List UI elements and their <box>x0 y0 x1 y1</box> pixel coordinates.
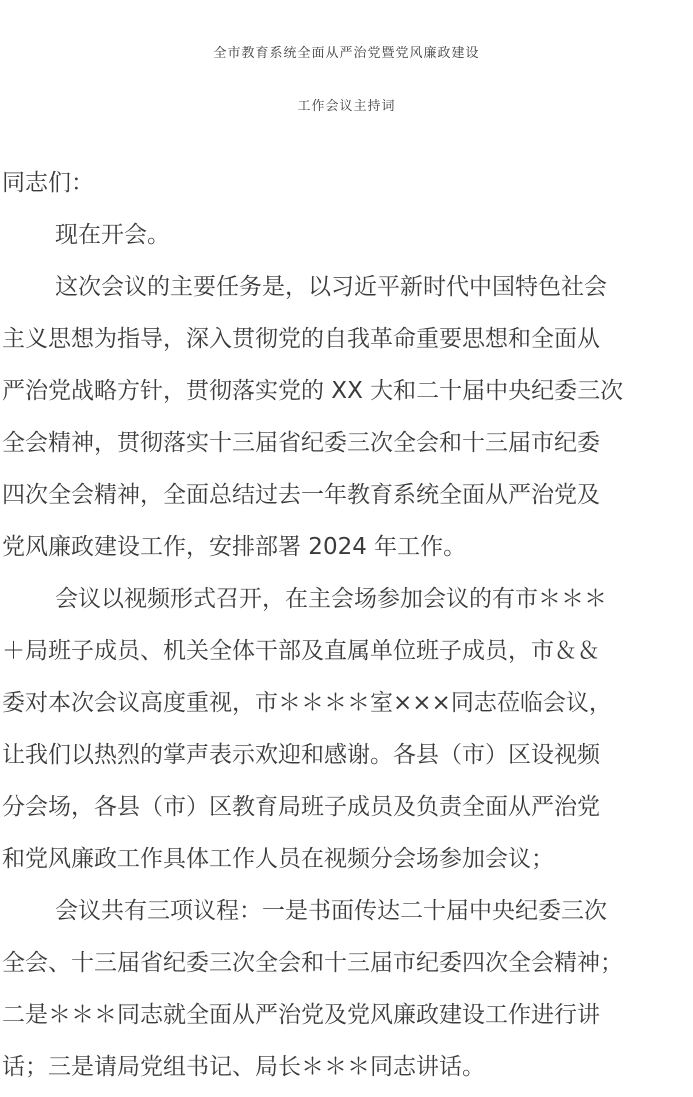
paragraph-line: 全会、十三届省纪委三次全会和十三届市纪委四次全会精神； <box>2 950 623 976</box>
paragraph-line: 委对本次会议高度重视，市＊＊＊＊室×××同志莅临会议， <box>2 690 612 716</box>
paragraph-line: ＋局班子成员、机关全体干部及直属单位班子成员，市＆＆ <box>2 638 600 664</box>
paragraph-line: 主义思想为指导，深入贯彻党的自我革命重要思想和全面从 <box>2 326 600 352</box>
paragraph-line: 话；三是请局党组书记、局长＊＊＊同志讲话。 <box>2 1054 485 1080</box>
paragraph-line: 这次会议的主要任务是，以习近平新时代中国特色社会 <box>55 274 607 300</box>
paragraph-line: 全会精神，贯彻落实十三届省纪委三次全会和十三届市纪委 <box>2 430 600 456</box>
paragraph-line: 党风廉政建设工作，安排部署 2024 年工作。 <box>2 534 467 560</box>
paragraph-line: 分会场，各县（市）区教育局班子成员及负责全面从严治党 <box>2 794 600 820</box>
document-title-line-2: 工作会议主持词 <box>297 99 396 114</box>
paragraph-line: 让我们以热烈的掌声表示欢迎和感谢。各县（市）区设视频 <box>2 742 600 768</box>
document-title-line-1: 全市教育系统全面从严治党暨党风廉政建设 <box>213 46 480 61</box>
paragraph-line: 会议以视频形式召开，在主会场参加会议的有市＊＊＊ <box>55 586 607 612</box>
paragraph-line: 现在开会。 <box>55 222 170 248</box>
paragraph-line: 四次全会精神，全面总结过去一年教育系统全面从严治党及 <box>2 482 600 508</box>
salutation: 同志们： <box>2 170 94 196</box>
paragraph-line: 严治党战略方针，贯彻落实党的 XX 大和二十届中央纪委三次 <box>2 378 624 404</box>
paragraph-line: 二是＊＊＊同志就全面从严治党及党风廉政建设工作进行讲 <box>2 1002 600 1028</box>
paragraph-line: 会议共有三项议程：一是书面传达二十届中央纪委三次 <box>55 898 607 924</box>
paragraph-line: 和党风廉政工作具体工作人员在视频分会场参加会议； <box>2 846 554 872</box>
